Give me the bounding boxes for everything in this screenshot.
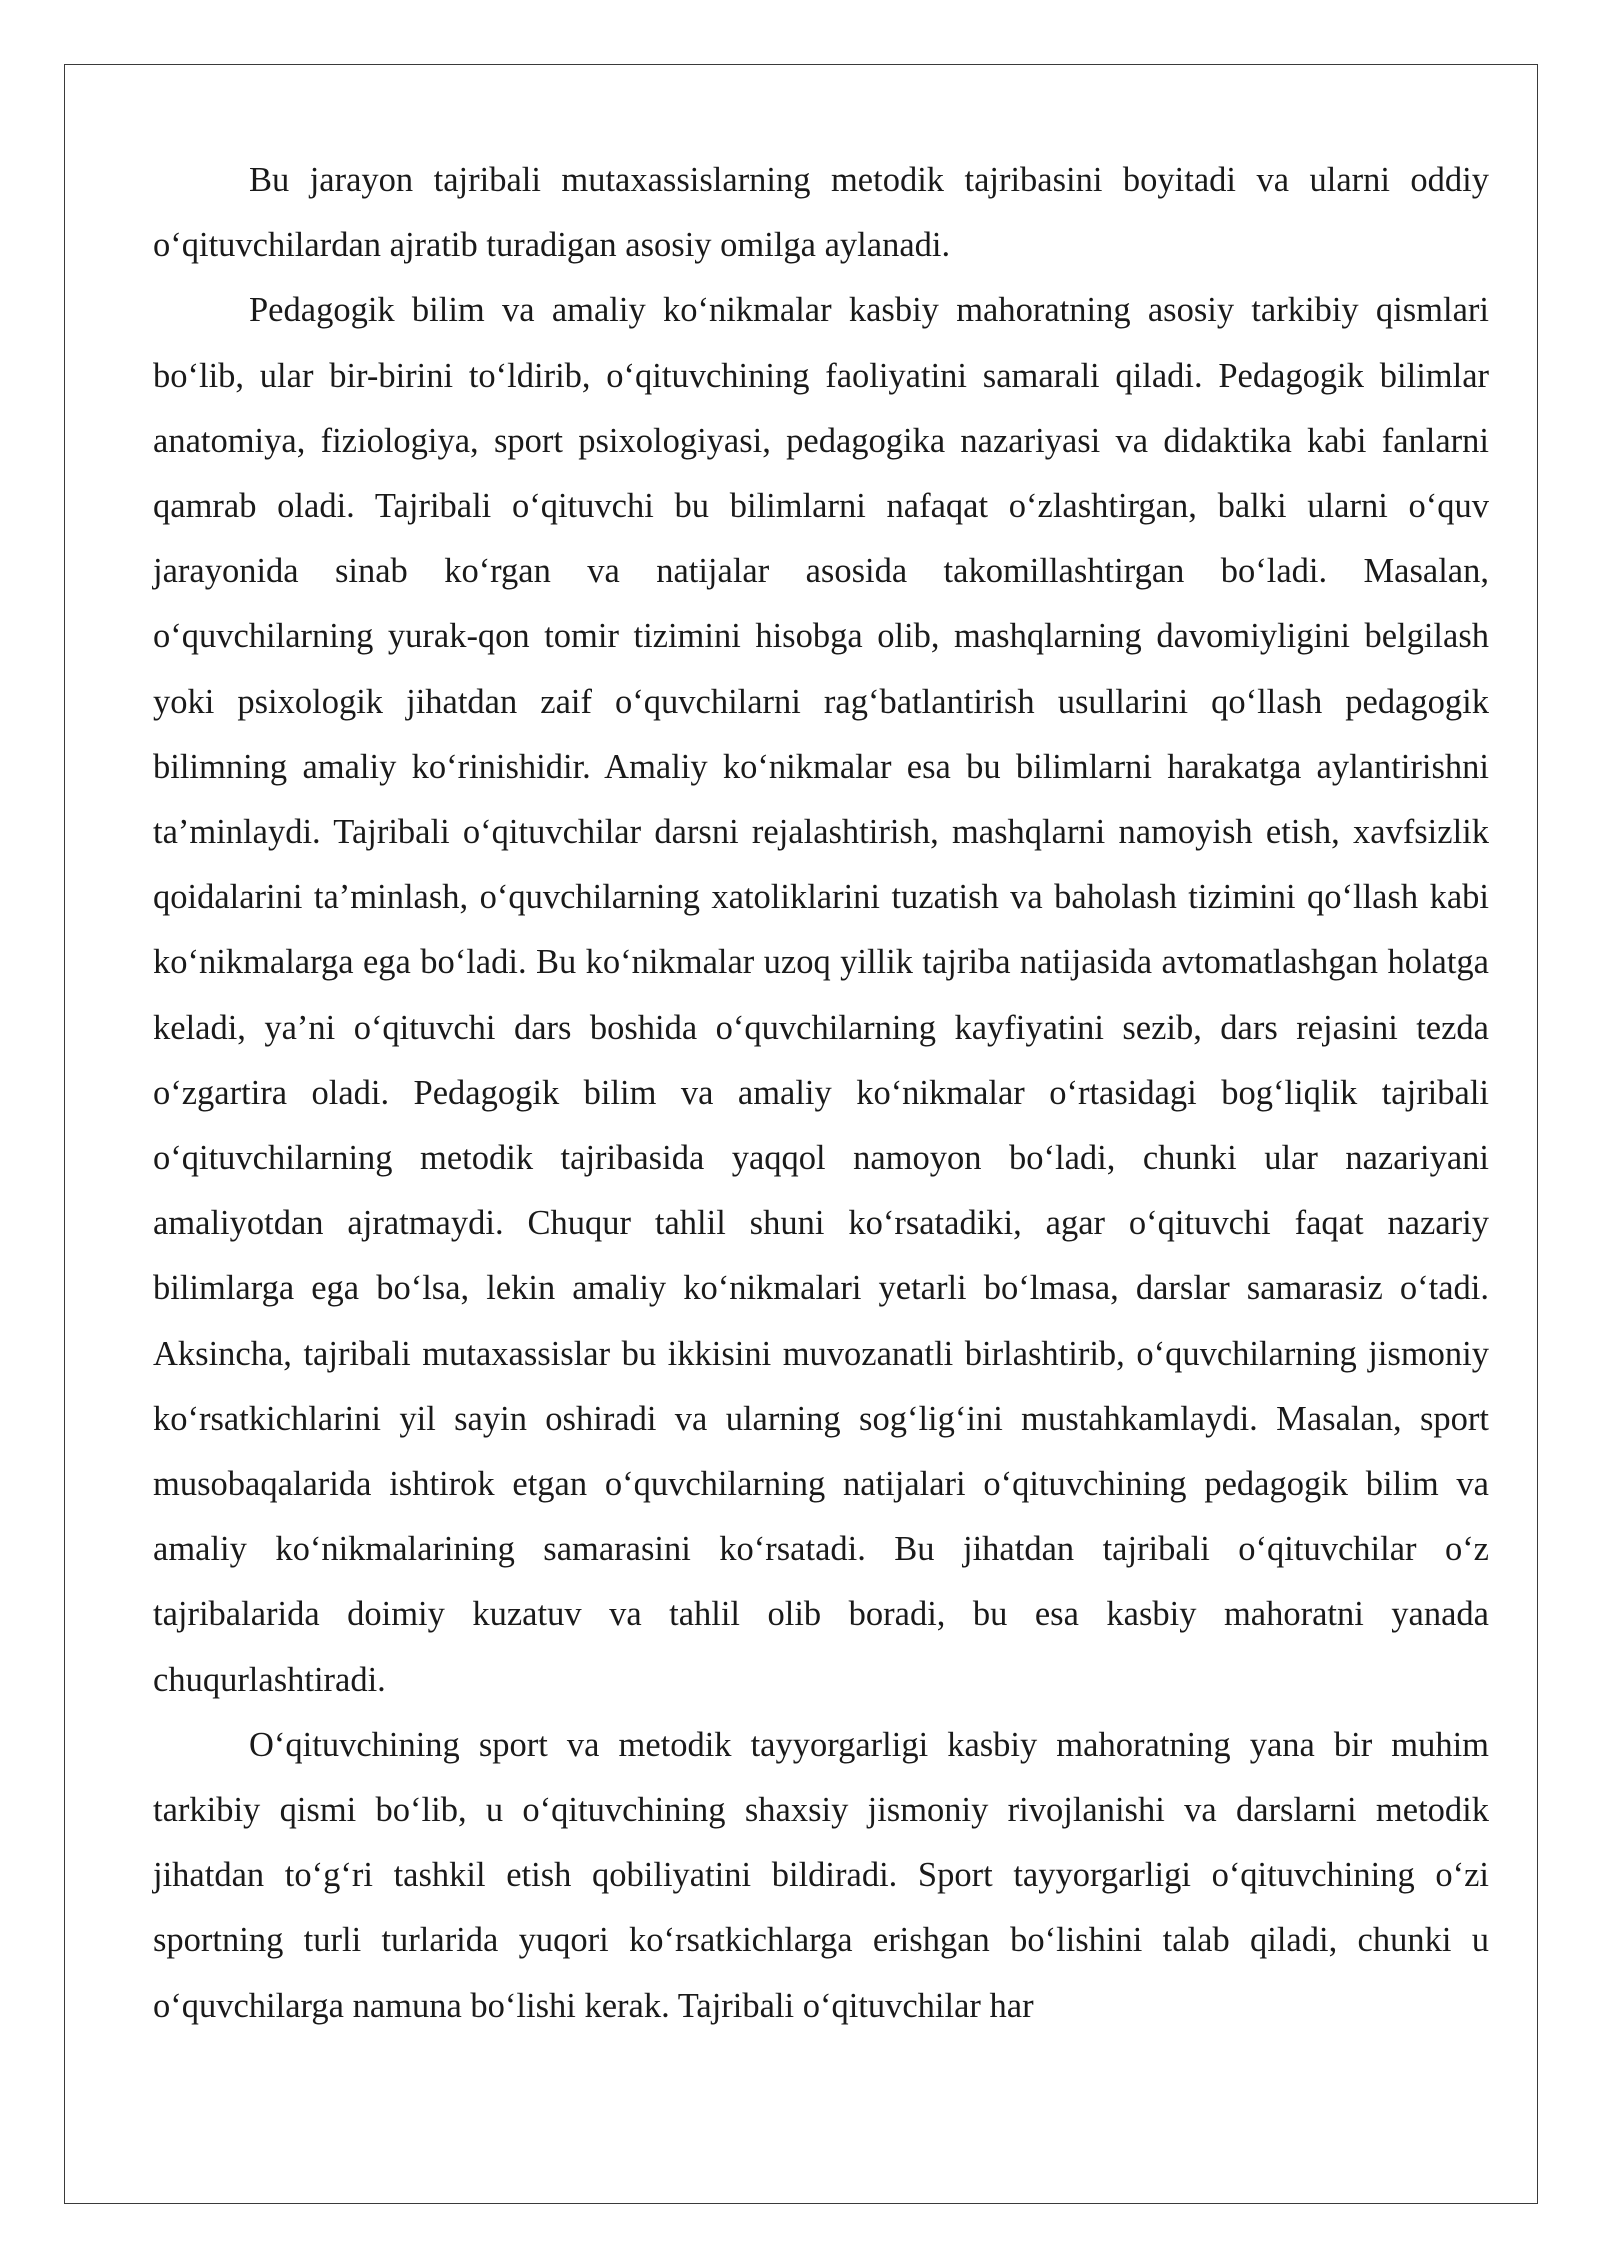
document-body [153,148,1489,2039]
paragraph-2: Pedagogik bilim va amaliy ko‘nikmalar kasbiy mahoratning asosiy tarkibiy qismlari bo‘lib, ular bir-birini to‘ldirib, o‘qituvchining faoliyatini samarali qiladi. Pedagogik bilimlar anatomiya, fiziologiya, sport psixologiyasi, pedagogika nazariyasi va didaktika kabi fanlarni qamrab oladi. Tajribali o‘qituvchi bu bilimlarni nafaqat o‘zlashtirgan, balki ularni o‘quv jarayonida sinab ko‘rgan va natijalar asosida takomillashtirgan bo‘ladi. Masalan, o‘quvchilarning yurak-qon tomir tizimini hisobga olib, mashqlarning davomiyligini belgilash yoki psixologik jihatdan zaif o‘quvchilarni rag‘batlantirish usullarini qo‘llash pedagogik bilimning amaliy ko‘rinishidir. Amaliy ko‘nikmalar esa bu bilimlarni harakatga aylantirishni ta’minlaydi. Tajribali o‘qituvchilar darsni rejalashtirish, mashqlarni namoyish etish, xavfsizlik qoidalarini ta’minlash, o‘quvchilarning xatoliklarini tuzatish va baholash tizimini qo‘llash kabi ko‘nikmalarga ega bo‘ladi. Bu ko‘nikmalar uzoq yillik tajriba natijasida avtomatlashgan holatga keladi, ya’ni o‘qituvchi dars boshida o‘quvchilarning kayfiyatini sezib, dars rejasini tezda o‘zgartira oladi. Pedagogik bilim va amaliy ko‘nikmalar o‘rtasidagi bog‘liqlik tajribali o‘qituvchilarning metodik tajribasida yaqqol namoyon bo‘ladi, chunki ular nazariyani amaliyotdan ajratmaydi. Chuqur tahlil shuni ko‘rsatadiki, agar o‘qituvchi faqat nazariy bilimlarga ega bo‘lsa, lekin amaliy ko‘nikmalari yetarli bo‘lmasa, darslar samarasiz o‘tadi. Aksincha, tajribali mutaxassislar bu ikkisini muvozanatli birlashtirib, o‘quvchilarning jismoniy ko‘rsatkichlarini yil sayin oshiradi va ularning sog‘lig‘ini mustahkamlaydi. Masalan, sport musobaqalarida ishtirok etgan o‘quvchilarning natijalari o‘qituvchining pedagogik bilim va amaliy ko‘nikmalarining samarasini ko‘rsatadi. Bu jihatdan tajribali o‘qituvchilar o‘z tajribalarida doimiy kuzatuv va tahlil olib boradi, bu esa kasbiy mahoratni yanada chuqurlashtiradi. [153,291,1489,1699]
paragraph-3: O‘qituvchining sport va metodik tayyorgarligi kasbiy mahoratning yana bir muhim tarkibiy qismi bo‘lib, u o‘qituvchining shaxsiy jismoniy rivojlanishi va darslarni metodik jihatdan to‘g‘ri tashkil etish qobiliyatini bildiradi. Sport tayyorgarligi o‘qituvchining o‘zi sportning turli turlarida yuqori ko‘rsatkichlarga erishgan bo‘lishini talab qiladi, chunki u o‘quvchilarga namuna bo‘lishi kerak. Tajribali o‘qituvchilar har [153,1725,1489,2025]
paragraph-1: Bu jarayon tajribali mutaxassislarning metodik tajribasini boyitadi va ularni oddiy o‘qituvchilardan ajratib turadigan asosiy omilga aylanadi. [153,161,1489,265]
